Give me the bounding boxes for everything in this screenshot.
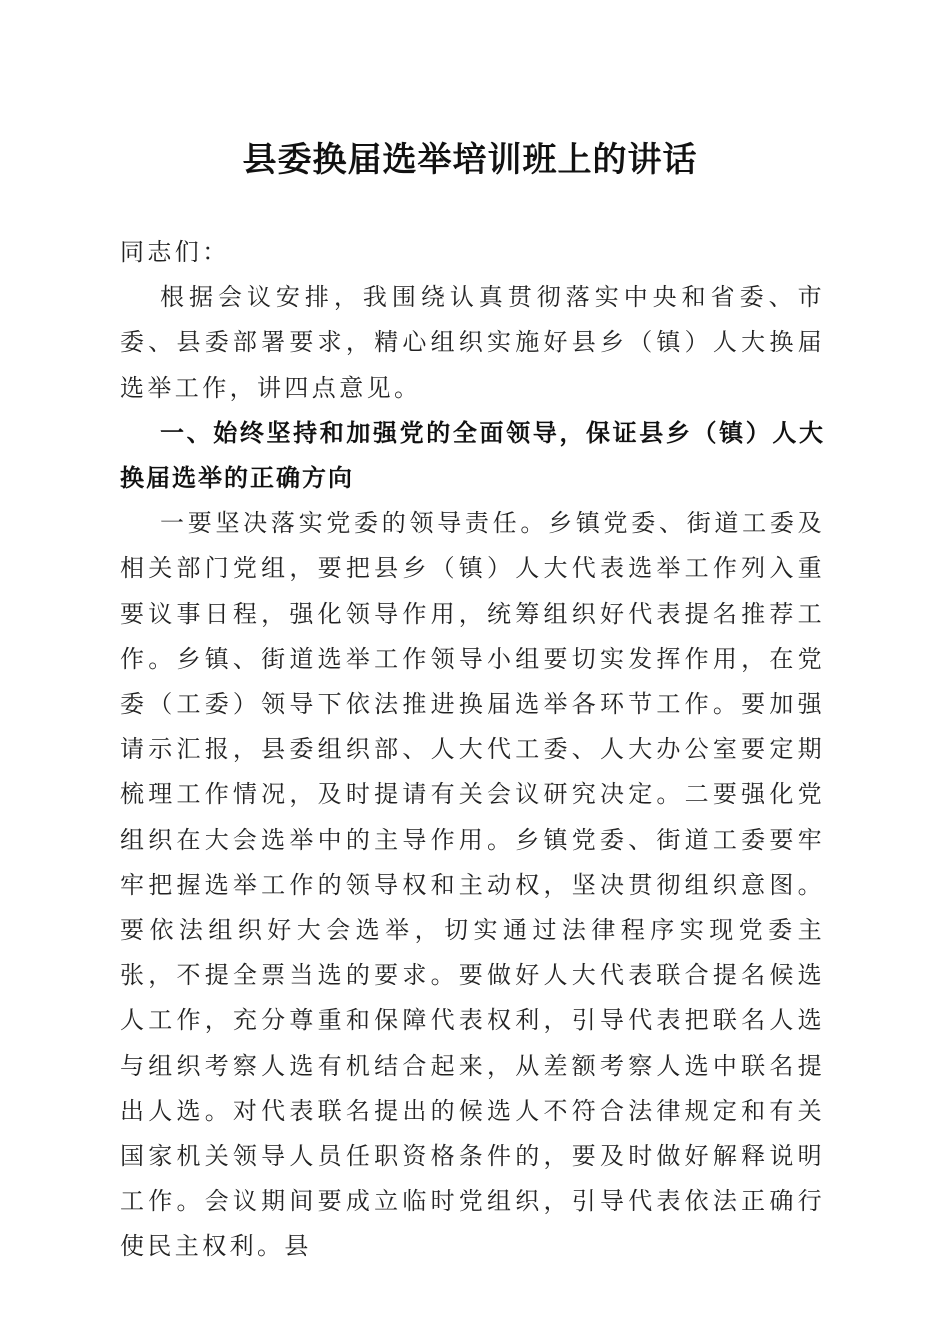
document-title: 县委换届选举培训班上的讲话: [242, 140, 698, 180]
section-heading: 一、始终坚持和加强党的全面领导，保证县乡（镇）人大换届选举的正确方向: [120, 418, 825, 493]
document-body: [120, 230, 825, 1270]
section-paragraph: 一要坚决落实党委的领导责任。乡镇党委、街道工委及相关部门党组，要把县乡（镇）人大代表选举工作列入重要议事日程，强化领导作用，统筹组织好代表提名推荐工作。乡镇、街道选举工作领导小组要切实发挥作用，在党委（工委）领导下依法推进换届选举各环节工作。要加强请示汇报，县委组织部、人大代工委、人大办公室要定期梳理工作情况，及时提请有关会议研究决定。二要强化党组织在大会选举中的主导作用。乡镇党委、街道工委要牢牢把握选举工作的领导权和主动权，坚决贯彻组织意图。要依法组织好大会选举，切实通过法律程序实现党委主张，不提全票当选的要求。要做好人大代表联合提名候选人工作，充分尊重和保障代表权利，引导代表把联名人选与组织考察人选有机结合起来，从差额考察人选中联名提出人选。对代表联名提出的候选人不符合法律规定和有关国家机关领导人员任职资格条件的，要及时做好解释说明工作。会议期间要成立临时党组织，引导代表依法正确行使民主权利。县: [120, 509, 825, 1261]
salutation: 同志们：: [120, 238, 230, 266]
intro-paragraph: 根据会议安排，我围绕认真贯彻落实中央和省委、市委、县委部署要求，精心组织实施好县乡（镇）人大换届选举工作，讲四点意见。: [120, 283, 825, 402]
